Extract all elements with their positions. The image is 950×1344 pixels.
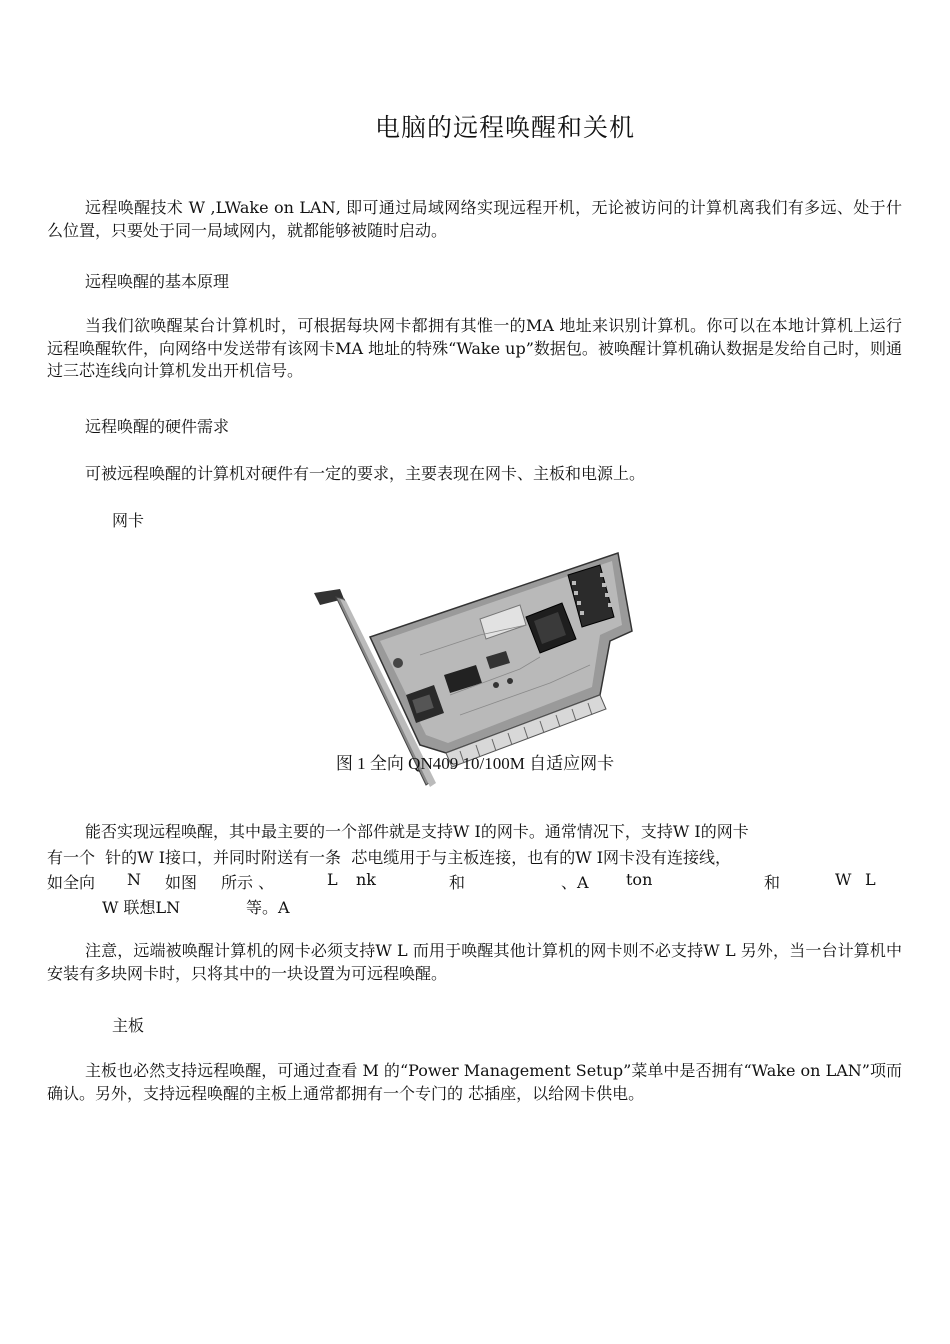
paragraph-principle: 当我们欲唤醒某台计算机时，可根据每块网卡都拥有其惟一的MA 地址来识别计算机。你可以在本地计算机上运行远程唤醒软件，向网络中发送带有该网卡MA 地址的特殊“Wake up”数据包。被唤醒计算机确认数据是发给自己时，则通过三芯连线向计算机发出开机信号。: [47, 316, 902, 380]
paragraph-note: 注意，远端被唤醒计算机的网卡必须支持W L 而用于唤醒其他计算机的网卡则不必支持W L 另外，当一台计算机中安装有多块网卡时，只将其中的一块设置为可远程唤醒。: [47, 941, 902, 983]
paragraph-hardware-intro: 可被远程唤醒的计算机对硬件有一定的要求，主要表现在网卡、主板和电源上。: [85, 464, 646, 483]
figure-caption: 图 1 全向 QN409 10/100M 自适应网卡: [335, 754, 615, 773]
text-fragment: 等。A: [246, 898, 290, 917]
paragraph-wol-card-line1: 能否实现远程唤醒，其中最主要的一个部件就是支持W I的网卡。通常情况下，支持W I的网卡: [85, 822, 749, 841]
paragraph-motherboard: 主板也必然支持远程唤醒，可通过查看 M 的“Power Management Setup”菜单中是否拥有“Wake on LAN”项而确认。另外，支持远程唤醒的主板上通常都拥有一个专门的 芯插座，以给网卡供电。: [47, 1061, 902, 1103]
text-fragment: L: [865, 870, 876, 889]
paragraph-wol-card-line2: 有一个 针的W I接口，并同时附送有一条 芯电缆用于与主板连接，也有的W I网卡没有连接线，: [47, 848, 732, 867]
text-fragment: 和: [449, 873, 466, 892]
text-fragment: 、A: [561, 873, 589, 892]
text-fragment: 如全向: [47, 873, 96, 892]
text-fragment: ton: [626, 870, 653, 889]
text-fragment: nk: [356, 870, 376, 889]
text-fragment: L: [327, 870, 338, 889]
text-fragment: W: [835, 870, 852, 889]
subheading-motherboard: 主板: [112, 1016, 145, 1035]
heading-hardware-requirements: 远程唤醒的硬件需求: [85, 417, 230, 436]
text-fragment: 和: [764, 873, 781, 892]
heading-basic-principle: 远程唤醒的基本原理: [85, 272, 230, 291]
text-fragment: 所示 、: [221, 873, 275, 892]
text-fragment: W 联想LN: [102, 898, 181, 917]
subheading-network-card: 网卡: [112, 511, 145, 530]
paragraph-intro: 远程唤醒技术 W ,LWake on LAN‚ 即可通过局域网络实现远程开机，无论被访问的计算机离我们有多远、处于什么位置，只要处于同一局域网内，就都能够被随时启动。: [47, 198, 902, 240]
text-fragment: N: [127, 870, 141, 889]
text-fragment: 如图: [165, 873, 198, 892]
page-title: 电脑的远程唤醒和关机: [374, 113, 635, 142]
